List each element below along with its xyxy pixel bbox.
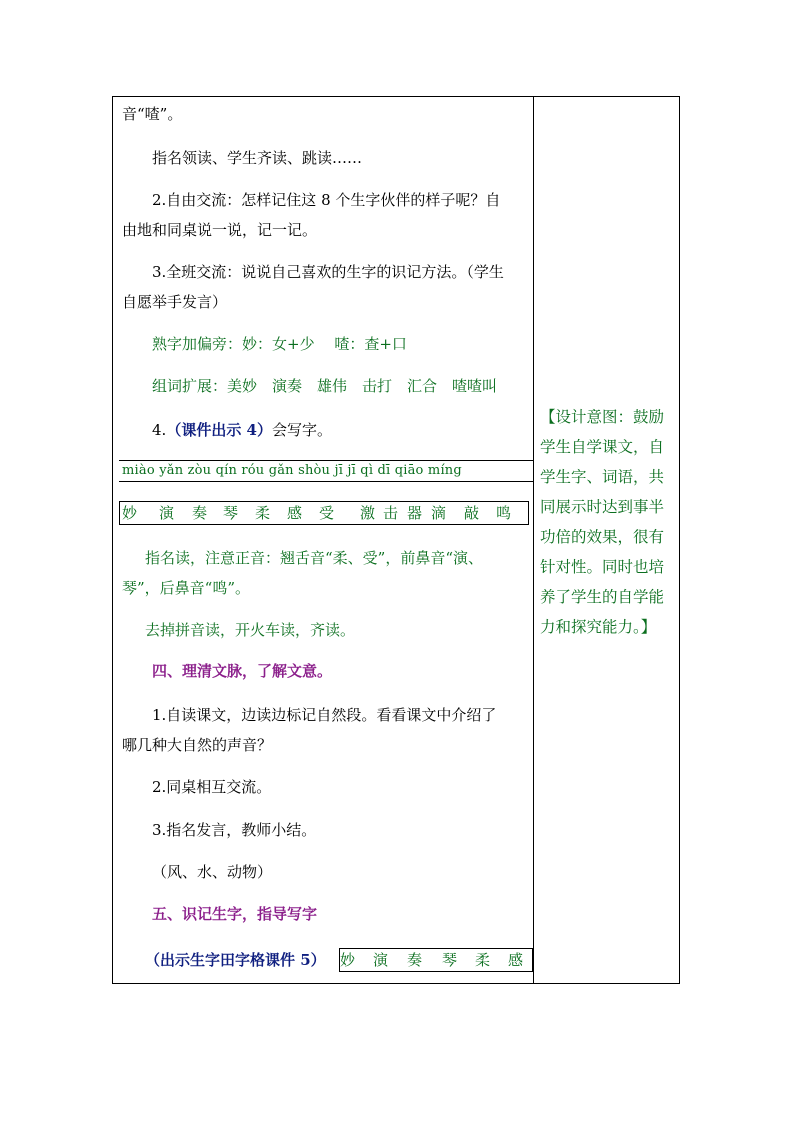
text-line-5: 3.全班交流：说说自己喜欢的生字的识记方法。（学生 (152, 263, 504, 281)
character: 器 (407, 504, 423, 522)
item-number: 4. (152, 421, 167, 439)
character: 敲 (464, 504, 480, 522)
character: 演 (159, 504, 175, 522)
character: 柔 (255, 504, 271, 522)
section-heading-4: 四、理清文脉，了解文意。 (152, 662, 333, 680)
character: 妙 (122, 504, 138, 522)
text-line-17: （风、水、动物） (152, 863, 273, 881)
section-heading-5: 五、识记生字，指导写字 (152, 905, 318, 923)
text-line-3: 2.自由交流：怎样记住这 8 个生字伙伴的样子呢？自 (152, 191, 501, 209)
tianzige-row (339, 948, 533, 972)
character: 演 (373, 951, 389, 969)
text-line-2: 指名领读、学生齐读、跳读…… (152, 149, 363, 167)
character: 奏 (192, 504, 208, 522)
character: 受 (319, 504, 335, 522)
character: 击 (383, 504, 399, 522)
column-divider (533, 96, 534, 984)
character: 妙 (340, 951, 356, 969)
character: 琴 (223, 504, 239, 522)
character: 奏 (407, 951, 423, 969)
pinyin-text: miào yǎn zòu qín róu gǎn shòu jī jī qì dī qiāo míng (122, 463, 462, 478)
text-line-15: 2.同桌相互交流。 (152, 778, 272, 796)
character: 柔 (475, 951, 491, 969)
note-line: 功倍的效果，很有 (540, 528, 665, 546)
character: 琴 (442, 951, 458, 969)
character: 感 (508, 951, 524, 969)
text-line-12: 去掉拼音读，开火车读，齐读。 (145, 621, 356, 639)
text-line-10: 指名读，注意正音：翘舌音“柔、受”，前鼻音“演、 (145, 549, 484, 567)
note-line: 同展示时达到事半 (540, 498, 665, 516)
item-text: 会写字。 (271, 421, 332, 439)
note-line: 学生字、词语，共 (540, 468, 665, 486)
text-line-9 (152, 420, 332, 440)
text-line-14: 哪几种大自然的声音？ (122, 736, 273, 754)
note-line: 力和探究能力。】 (540, 618, 657, 636)
note-line: 针对性。同时也培 (540, 558, 665, 576)
note-line: 养了学生的自学能 (540, 588, 665, 606)
courseware-5-label: （出示生字田字格课件 5） (145, 951, 326, 969)
design-intent-note (540, 402, 678, 642)
character: 感 (287, 504, 303, 522)
text-line-11: 琴”，后鼻音“鸣”。 (122, 579, 251, 597)
note-line: 【设计意图：鼓励 (540, 408, 665, 426)
text-line-16: 3.指名发言，教师小结。 (152, 821, 317, 839)
text-line-1: 音“喳”。 (122, 105, 183, 123)
note-line: 学生自学课文，自 (540, 438, 665, 456)
text-line-6: 自愿举手发言） (122, 293, 228, 311)
character: 激 (360, 504, 376, 522)
text-line-7: 熟字加偏旁：妙：女+少 喳：查+口 (152, 335, 407, 353)
text-line-13: 1.自读课文，边读边标记自然段。看看课文中介绍了 (152, 706, 497, 724)
courseware-ref: （课件出示 4） (166, 421, 272, 439)
text-line-4: 由地和同桌说一说，记一记。 (122, 221, 318, 239)
character: 滴 (431, 504, 447, 522)
text-line-8: 组词扩展：美妙 演奏 雄伟 击打 汇合 喳喳叫 (152, 377, 498, 395)
character: 鸣 (496, 504, 512, 522)
